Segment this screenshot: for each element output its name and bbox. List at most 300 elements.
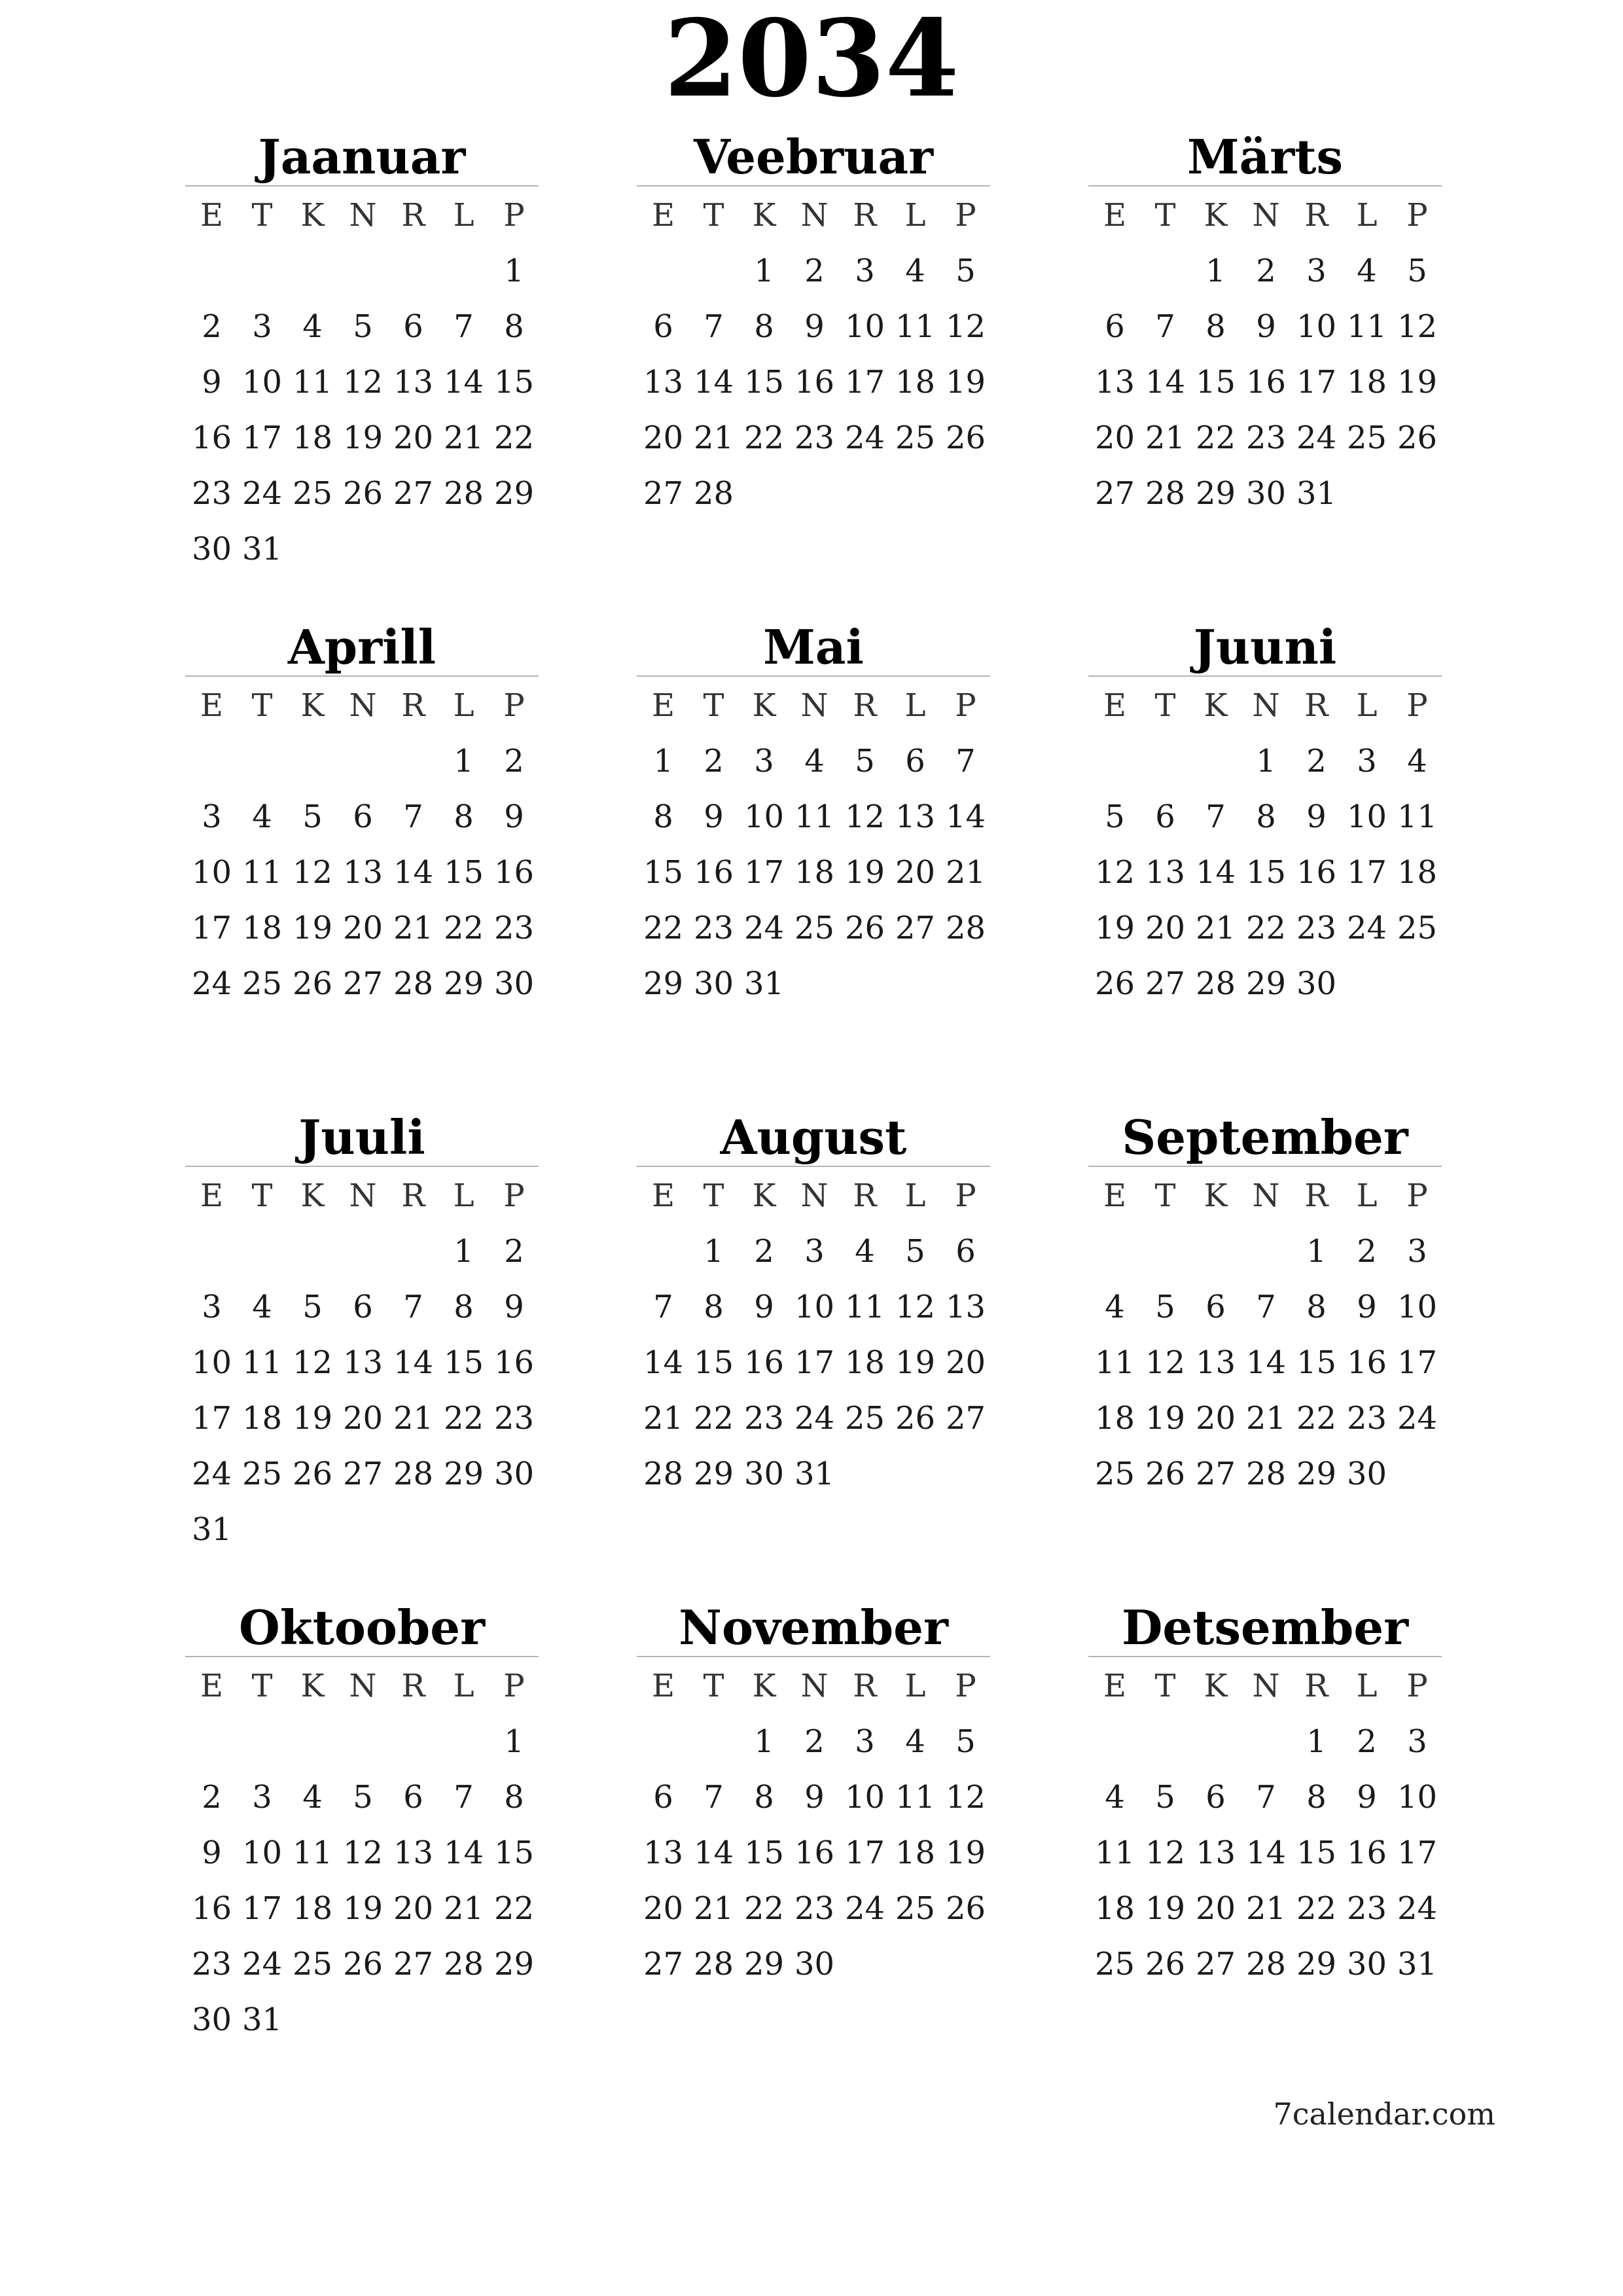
day-cell: 14 (945, 798, 986, 835)
day-cell: 1 (1205, 253, 1226, 289)
day-cell: 25 (895, 420, 936, 456)
day-cell: 10 (191, 854, 232, 891)
day-cell: 16 (743, 1344, 785, 1381)
day-cell: 13 (393, 1835, 434, 1871)
month-8 (637, 1109, 990, 1502)
month-name: November (637, 1600, 990, 1657)
day-cell: 11 (241, 1344, 283, 1381)
day-cell: 30 (1245, 475, 1287, 512)
day-cell: 29 (493, 475, 535, 512)
day-cell: 28 (1245, 1946, 1287, 1982)
weekday-header: R (1304, 1668, 1329, 1704)
day-cell: 14 (443, 1835, 484, 1871)
day-cell: 13 (1094, 364, 1135, 401)
day-cell: 12 (1397, 308, 1438, 345)
weekday-header: K (1204, 687, 1228, 724)
day-cell: 15 (1245, 854, 1287, 891)
month-2 (637, 129, 990, 522)
day-cell: 28 (643, 1456, 684, 1492)
empty-cell (1140, 1714, 1190, 1770)
day-cell: 30 (1346, 1946, 1387, 1982)
day-cell: 1 (653, 743, 673, 780)
day-cell: 30 (191, 531, 232, 567)
day-cell: 9 (1306, 798, 1327, 835)
day-cell: 15 (493, 364, 535, 401)
day-cell: 3 (1407, 1723, 1427, 1760)
day-cell: 13 (342, 854, 383, 891)
month-name: Juuni (1088, 619, 1442, 677)
day-cell: 24 (191, 1456, 232, 1492)
day-cell: 9 (804, 1779, 825, 1816)
day-cell: 16 (191, 420, 232, 456)
empty-cell (388, 1714, 438, 1770)
day-cell: 7 (1155, 308, 1175, 345)
month-name: Mai (637, 619, 990, 677)
empty-cell (338, 1224, 388, 1280)
year-title: 2034 (664, 0, 959, 121)
day-cell: 18 (1346, 364, 1387, 401)
weekday-header: P (955, 1177, 976, 1214)
day-cell: 30 (1296, 965, 1337, 1002)
month-3 (1088, 129, 1442, 522)
day-cell: 20 (945, 1344, 986, 1381)
empty-cell (388, 734, 438, 789)
weekday-header: L (1356, 1668, 1378, 1704)
day-cell: 25 (241, 965, 283, 1002)
day-cell: 10 (844, 308, 885, 345)
day-cell: 26 (342, 475, 383, 512)
day-cell: 1 (454, 743, 474, 780)
day-cell: 30 (191, 2001, 232, 2038)
day-cell: 10 (191, 1344, 232, 1381)
day-cell: 12 (1145, 1835, 1186, 1871)
weekday-header: K (752, 1177, 776, 1214)
day-cell: 2 (504, 743, 524, 780)
day-cell: 4 (1105, 1289, 1125, 1325)
weekday-header: L (904, 1668, 926, 1704)
day-cell: 3 (252, 1779, 272, 1816)
weekday-header: N (800, 1177, 829, 1214)
day-cell: 30 (493, 1456, 535, 1492)
day-cell: 3 (202, 798, 222, 835)
empty-cell (287, 734, 338, 789)
day-cell: 31 (743, 965, 785, 1002)
day-cell: 15 (443, 1344, 484, 1381)
weekday-header: R (853, 1668, 877, 1704)
day-cell: 6 (955, 1233, 976, 1270)
day-cell: 23 (1245, 420, 1287, 456)
day-cell: 24 (1346, 910, 1387, 946)
weekday-header: P (503, 197, 525, 234)
empty-cell (287, 1224, 338, 1280)
weekday-header: T (251, 197, 273, 234)
weekday-header: T (251, 687, 273, 724)
empty-cell (638, 243, 688, 299)
day-cell: 4 (905, 253, 925, 289)
month-name: Veebruar (637, 129, 990, 187)
day-cell: 4 (1407, 743, 1427, 780)
day-cell: 30 (743, 1456, 785, 1492)
day-cell: 29 (643, 965, 684, 1002)
day-cell: 8 (454, 798, 474, 835)
day-cell: 11 (794, 798, 835, 835)
day-cell: 6 (403, 308, 423, 345)
empty-cell (1241, 1714, 1291, 1770)
day-cell: 23 (493, 1400, 535, 1437)
day-cell: 23 (191, 475, 232, 512)
day-cell: 13 (393, 364, 434, 401)
day-cell: 24 (844, 420, 885, 456)
day-cell: 5 (353, 308, 373, 345)
month-1 (185, 129, 539, 577)
day-cell: 10 (1346, 798, 1387, 835)
day-cell: 13 (342, 1344, 383, 1381)
day-cell: 9 (1256, 308, 1276, 345)
weekday-header: E (200, 687, 224, 724)
day-cell: 21 (393, 910, 434, 946)
day-cell: 19 (945, 1835, 986, 1871)
empty-cell (1140, 1224, 1190, 1280)
day-cell: 22 (443, 1400, 484, 1437)
day-cell: 7 (1256, 1779, 1276, 1816)
weekday-header: N (349, 197, 377, 234)
weekday-header: L (453, 687, 474, 724)
day-cell: 9 (202, 364, 222, 401)
weekday-header: E (1103, 687, 1127, 724)
weekday-header: T (251, 1668, 273, 1704)
day-cell: 14 (1145, 364, 1186, 401)
day-cell: 25 (1094, 1456, 1135, 1492)
day-cell: 30 (1346, 1456, 1387, 1492)
day-cell: 16 (1346, 1344, 1387, 1381)
day-cell: 1 (754, 253, 774, 289)
day-cell: 16 (1296, 854, 1337, 891)
day-cell: 21 (945, 854, 986, 891)
weekday-header: N (800, 197, 829, 234)
day-cell: 8 (454, 1289, 474, 1325)
day-cell: 13 (643, 364, 684, 401)
day-grid (637, 1168, 990, 1502)
day-cell: 24 (191, 965, 232, 1002)
day-cell: 5 (1155, 1289, 1175, 1325)
day-cell: 9 (504, 1289, 524, 1325)
empty-cell (1190, 1224, 1241, 1280)
day-cell: 13 (1195, 1835, 1236, 1871)
day-cell: 5 (955, 253, 976, 289)
empty-cell (1090, 734, 1140, 789)
weekday-header: K (300, 1177, 325, 1214)
day-cell: 18 (895, 364, 936, 401)
day-cell: 18 (241, 910, 283, 946)
month-6 (1088, 619, 1442, 1012)
day-cell: 5 (855, 743, 875, 780)
weekday-header: R (853, 687, 877, 724)
day-cell: 9 (1357, 1289, 1377, 1325)
day-cell: 26 (1397, 420, 1438, 456)
day-cell: 26 (895, 1400, 936, 1437)
day-cell: 24 (241, 475, 283, 512)
day-cell: 17 (1296, 364, 1337, 401)
day-cell: 26 (1145, 1456, 1186, 1492)
day-cell: 29 (1296, 1456, 1337, 1492)
empty-cell (638, 1714, 688, 1770)
weekday-header: L (904, 197, 926, 234)
day-cell: 11 (895, 1779, 936, 1816)
weekday-header: L (1356, 197, 1378, 234)
day-cell: 17 (1346, 854, 1387, 891)
day-cell: 12 (292, 854, 333, 891)
day-cell: 20 (643, 1890, 684, 1927)
day-cell: 13 (945, 1289, 986, 1325)
day-cell: 4 (302, 308, 323, 345)
day-cell: 14 (1245, 1835, 1287, 1871)
day-cell: 18 (895, 1835, 936, 1871)
day-cell: 30 (493, 965, 535, 1002)
day-cell: 22 (1296, 1400, 1337, 1437)
weekday-header: T (703, 1668, 724, 1704)
day-cell: 29 (693, 1456, 734, 1492)
weekday-header: K (300, 1668, 325, 1704)
day-cell: 16 (794, 1835, 835, 1871)
day-grid (185, 188, 539, 577)
day-cell: 22 (1245, 910, 1287, 946)
day-cell: 5 (905, 1233, 925, 1270)
day-cell: 21 (443, 420, 484, 456)
day-cell: 2 (804, 1723, 825, 1760)
day-cell: 20 (342, 910, 383, 946)
day-cell: 30 (693, 965, 734, 1002)
day-cell: 23 (1346, 1890, 1387, 1927)
day-cell: 15 (443, 854, 484, 891)
day-cell: 17 (743, 854, 785, 891)
day-cell: 15 (493, 1835, 535, 1871)
day-cell: 16 (693, 854, 734, 891)
empty-cell (187, 1714, 237, 1770)
day-cell: 11 (1094, 1835, 1135, 1871)
weekday-header: N (349, 687, 377, 724)
day-cell: 25 (895, 1890, 936, 1927)
day-cell: 11 (844, 1289, 885, 1325)
day-cell: 23 (794, 420, 835, 456)
day-cell: 19 (342, 420, 383, 456)
weekday-header: K (300, 687, 325, 724)
day-cell: 6 (1205, 1779, 1226, 1816)
day-cell: 28 (1245, 1456, 1287, 1492)
weekday-header: L (1356, 1177, 1378, 1214)
day-cell: 25 (1346, 420, 1387, 456)
month-name: Märts (1088, 129, 1442, 187)
day-cell: 3 (1306, 253, 1327, 289)
day-cell: 8 (754, 1779, 774, 1816)
day-cell: 24 (743, 910, 785, 946)
day-cell: 28 (1145, 475, 1186, 512)
month-12 (1088, 1600, 1442, 1992)
day-cell: 29 (1195, 475, 1236, 512)
empty-cell (338, 243, 388, 299)
day-cell: 24 (844, 1890, 885, 1927)
day-cell: 4 (252, 798, 272, 835)
day-cell: 23 (693, 910, 734, 946)
day-cell: 21 (693, 420, 734, 456)
empty-cell (237, 1224, 287, 1280)
day-cell: 22 (643, 910, 684, 946)
empty-cell (438, 1714, 489, 1770)
day-grid (637, 678, 990, 1012)
day-cell: 1 (504, 1723, 524, 1760)
weekday-header: R (1304, 1177, 1329, 1214)
weekday-header: P (1406, 1668, 1428, 1704)
day-cell: 28 (693, 475, 734, 512)
day-cell: 21 (393, 1400, 434, 1437)
day-cell: 20 (1195, 1400, 1236, 1437)
day-cell: 10 (794, 1289, 835, 1325)
day-cell: 27 (1145, 965, 1186, 1002)
weekday-header: P (1406, 197, 1428, 234)
empty-cell (388, 1224, 438, 1280)
weekday-header: K (752, 1668, 776, 1704)
weekday-header: L (904, 687, 926, 724)
weekday-header: P (503, 687, 525, 724)
day-cell: 8 (1205, 308, 1226, 345)
day-cell: 28 (1195, 965, 1236, 1002)
day-cell: 5 (955, 1723, 976, 1760)
day-cell: 28 (693, 1946, 734, 1982)
day-cell: 11 (1094, 1344, 1135, 1381)
month-name: Oktoober (185, 1600, 539, 1657)
day-cell: 28 (945, 910, 986, 946)
day-cell: 16 (191, 1890, 232, 1927)
day-cell: 25 (1397, 910, 1438, 946)
day-cell: 4 (905, 1723, 925, 1760)
day-cell: 2 (1256, 253, 1276, 289)
day-cell: 18 (292, 420, 333, 456)
day-cell: 1 (1306, 1723, 1327, 1760)
day-cell: 29 (443, 1456, 484, 1492)
weekday-header: N (800, 687, 829, 724)
day-cell: 17 (241, 420, 283, 456)
day-cell: 7 (704, 308, 724, 345)
day-cell: 20 (393, 420, 434, 456)
weekday-header: E (200, 1177, 224, 1214)
day-cell: 10 (241, 1835, 283, 1871)
month-5 (637, 619, 990, 1012)
day-cell: 7 (454, 1779, 474, 1816)
weekday-header: T (1154, 687, 1176, 724)
weekday-header: P (955, 1668, 976, 1704)
day-cell: 5 (1407, 253, 1427, 289)
weekday-header: K (1204, 197, 1228, 234)
day-cell: 6 (1155, 798, 1175, 835)
empty-cell (338, 734, 388, 789)
day-cell: 22 (743, 1890, 785, 1927)
day-cell: 31 (1296, 475, 1337, 512)
day-cell: 23 (191, 1946, 232, 1982)
day-cell: 25 (844, 1400, 885, 1437)
day-cell: 24 (1397, 1890, 1438, 1927)
empty-cell (287, 243, 338, 299)
day-cell: 21 (1245, 1890, 1287, 1927)
day-cell: 28 (443, 1946, 484, 1982)
day-cell: 11 (292, 1835, 333, 1871)
month-name: September (1088, 1109, 1442, 1167)
day-cell: 13 (1145, 854, 1186, 891)
day-cell: 8 (1306, 1779, 1327, 1816)
day-cell: 1 (504, 253, 524, 289)
day-cell: 15 (743, 1835, 785, 1871)
day-cell: 19 (342, 1890, 383, 1927)
empty-cell (688, 243, 739, 299)
empty-cell (187, 243, 237, 299)
day-cell: 23 (493, 910, 535, 946)
weekday-header: K (1204, 1177, 1228, 1214)
day-cell: 16 (493, 1344, 535, 1381)
day-cell: 16 (1245, 364, 1287, 401)
day-cell: 21 (1145, 420, 1186, 456)
day-cell: 6 (1205, 1289, 1226, 1325)
day-cell: 12 (1094, 854, 1135, 891)
day-cell: 9 (504, 798, 524, 835)
day-cell: 6 (905, 743, 925, 780)
weekday-header: E (651, 1177, 675, 1214)
weekday-header: R (853, 1177, 877, 1214)
day-cell: 27 (393, 1946, 434, 1982)
day-cell: 27 (1195, 1456, 1236, 1492)
day-cell: 7 (1205, 798, 1226, 835)
day-cell: 17 (844, 364, 885, 401)
empty-cell (237, 1714, 287, 1770)
day-cell: 3 (804, 1233, 825, 1270)
day-cell: 27 (1195, 1946, 1236, 1982)
weekday-header: R (401, 687, 425, 724)
day-cell: 10 (1296, 308, 1337, 345)
day-cell: 11 (1397, 798, 1438, 835)
day-cell: 14 (693, 364, 734, 401)
day-cell: 5 (353, 1779, 373, 1816)
day-cell: 4 (855, 1233, 875, 1270)
day-cell: 20 (1145, 910, 1186, 946)
month-name: August (637, 1109, 990, 1167)
weekday-header: N (800, 1668, 829, 1704)
day-cell: 22 (693, 1400, 734, 1437)
day-cell: 8 (1306, 1289, 1327, 1325)
weekday-header: T (703, 1177, 724, 1214)
weekday-header: P (955, 197, 976, 234)
day-cell: 12 (292, 1344, 333, 1381)
day-cell: 28 (443, 475, 484, 512)
weekday-header: T (1154, 1177, 1176, 1214)
weekday-header: N (1252, 197, 1280, 234)
month-name: Jaanuar (185, 129, 539, 187)
day-cell: 29 (443, 965, 484, 1002)
day-cell: 25 (241, 1456, 283, 1492)
day-cell: 22 (743, 420, 785, 456)
day-grid (1088, 1168, 1442, 1502)
weekday-header: P (1406, 1177, 1428, 1214)
day-cell: 9 (804, 308, 825, 345)
weekday-header: R (401, 197, 425, 234)
weekday-header: P (1406, 687, 1428, 724)
day-cell: 14 (1245, 1344, 1287, 1381)
day-cell: 8 (754, 308, 774, 345)
day-cell: 25 (1094, 1946, 1135, 1982)
weekday-header: N (349, 1668, 377, 1704)
day-cell: 27 (342, 1456, 383, 1492)
day-cell: 10 (241, 364, 283, 401)
weekday-header: K (752, 687, 776, 724)
empty-cell (237, 243, 287, 299)
day-cell: 19 (1397, 364, 1438, 401)
day-cell: 22 (443, 910, 484, 946)
